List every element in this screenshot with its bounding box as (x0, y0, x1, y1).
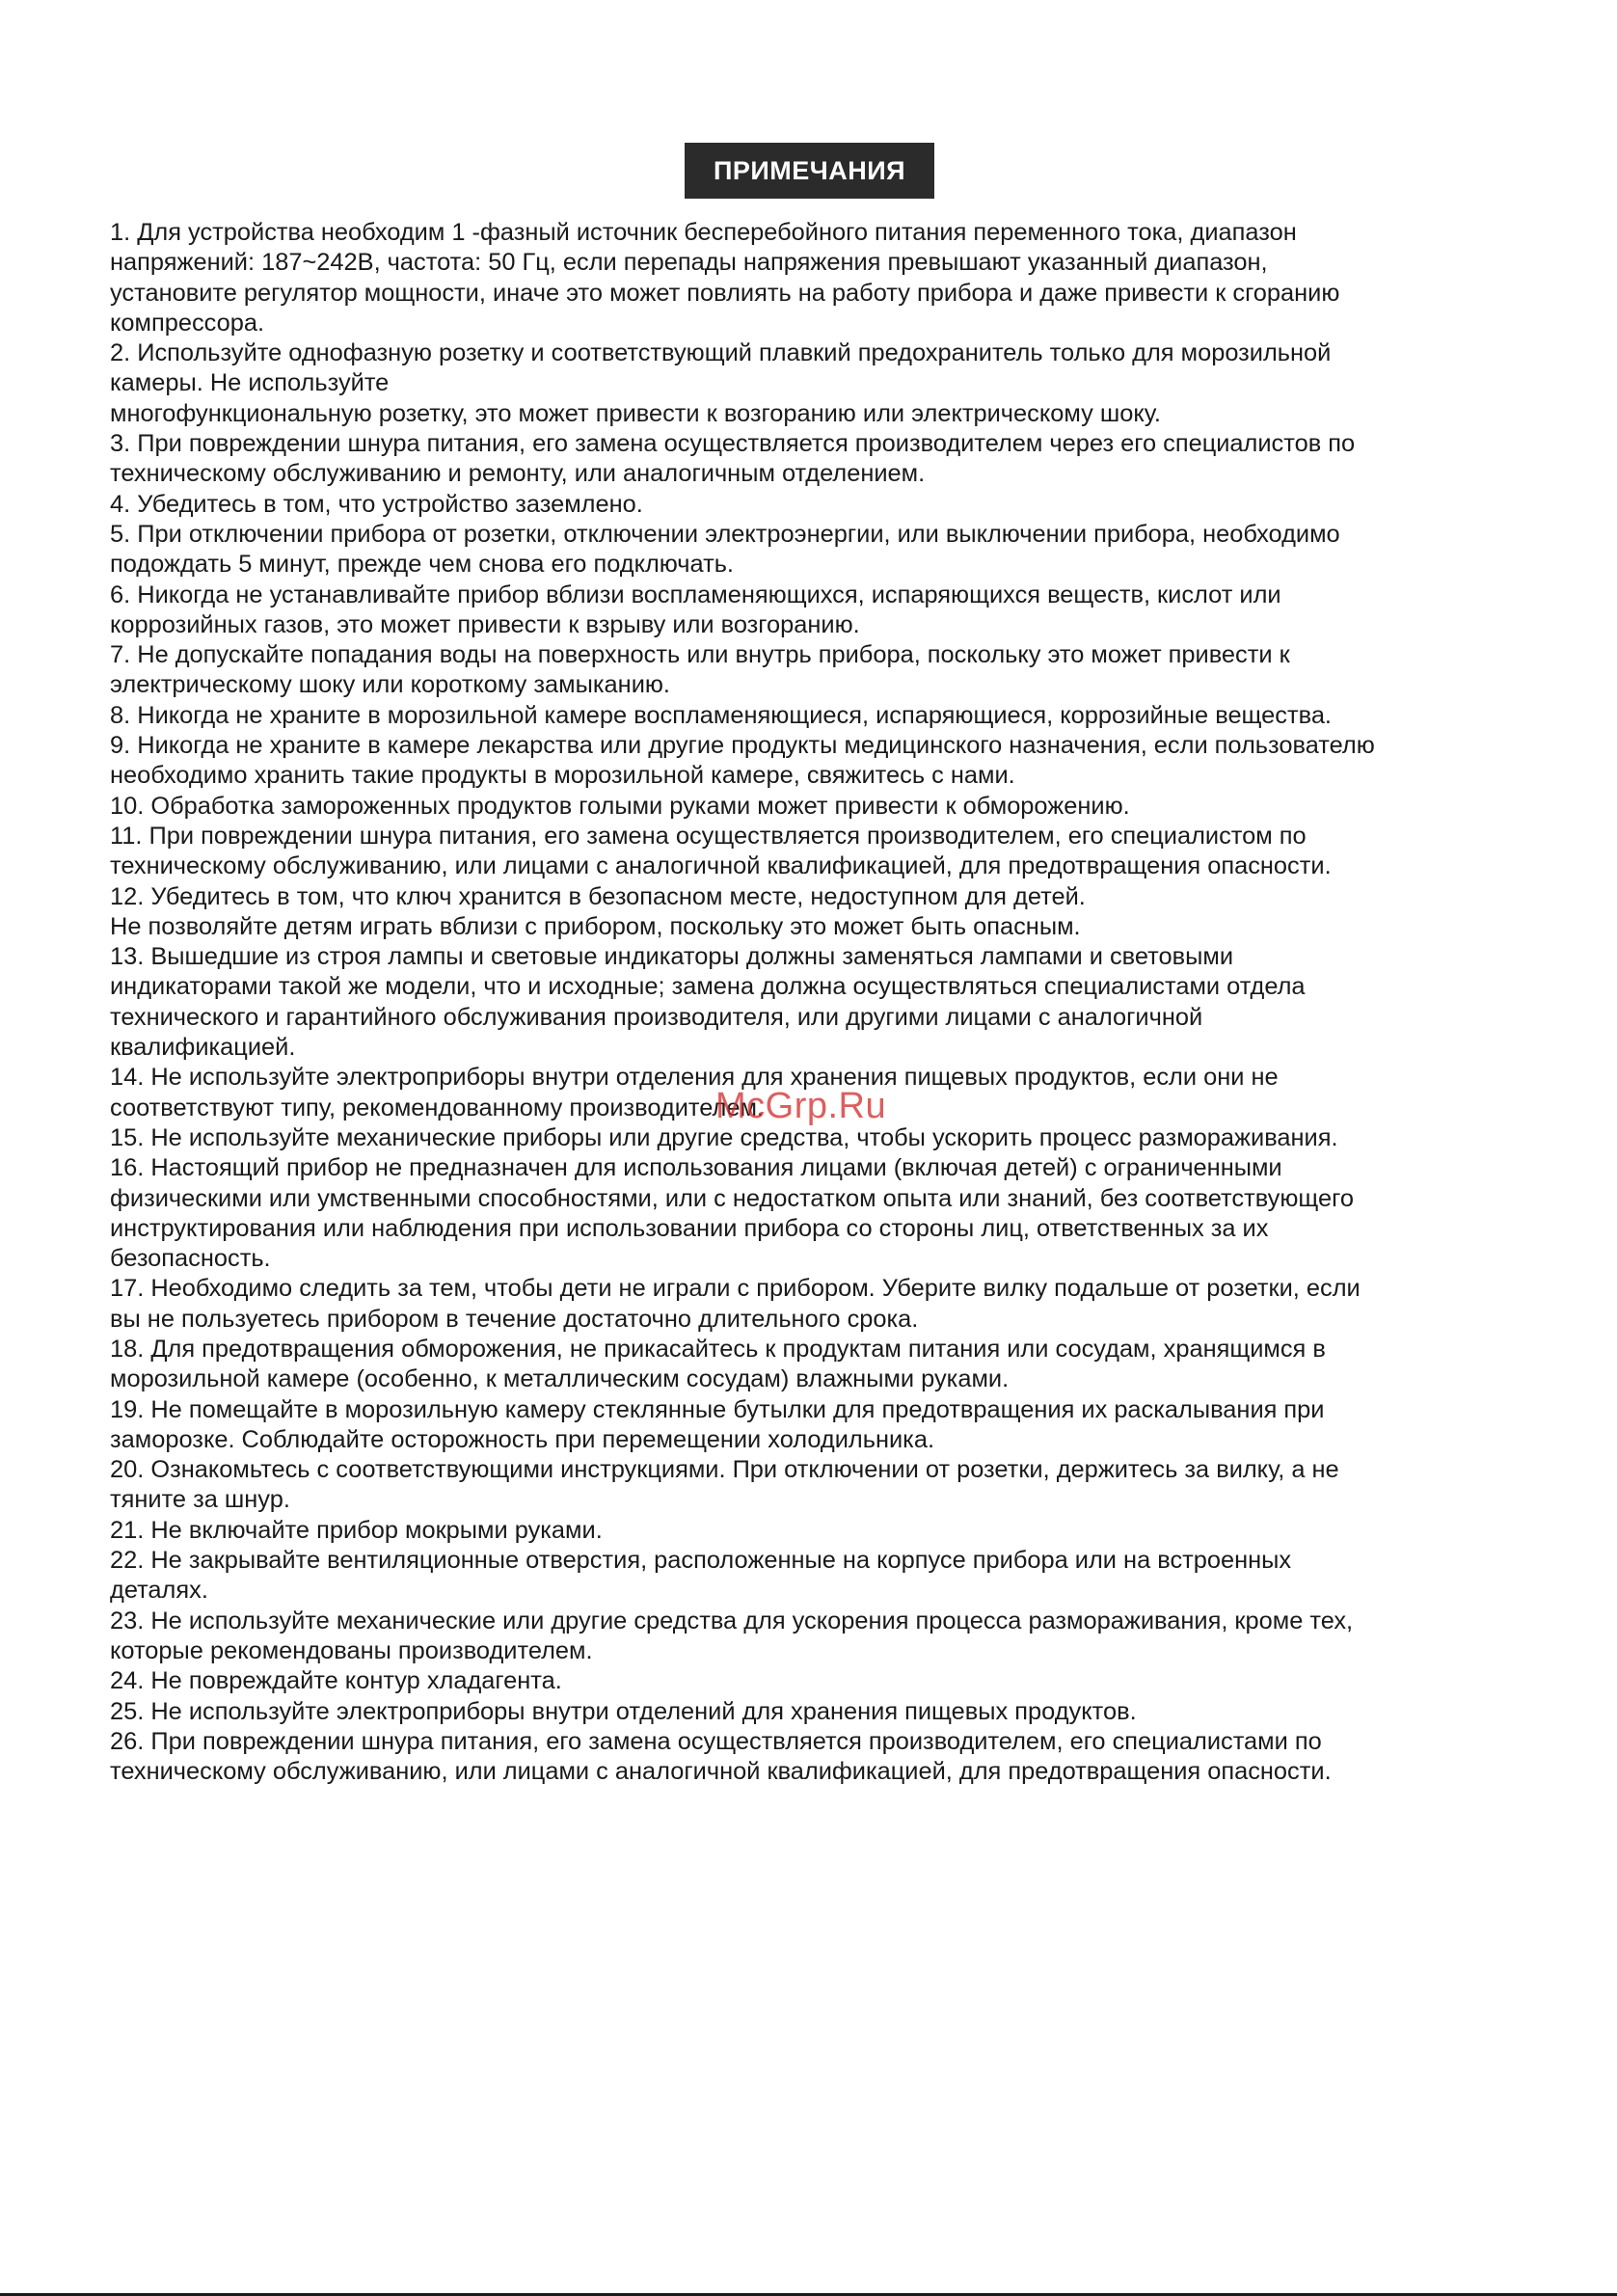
page-title-text: ПРИМЕЧАНИЯ (713, 155, 906, 185)
note-line: технического и гарантийного обслуживания производителя, или другими лицами с аналогичной (110, 1003, 1203, 1031)
note-line: 17. Необходимо следить за тем, чтобы дети не играли с прибором. Уберите вилку подальше от розетки, если (110, 1275, 1361, 1303)
note-line: техническому обслуживанию, или лицами с аналогичной квалификацией, для предотвращения опасности. (110, 852, 1332, 880)
note-line: 26. При повреждении шнура питания, его замена осуществляется производителем, его специалистами по (110, 1727, 1322, 1755)
note-line: 21. Не включайте прибор мокрыми руками. (110, 1516, 603, 1544)
note-line: соответствуют типу, рекомендованному производителем. (110, 1094, 764, 1121)
note-line: напряжений: 187~242В, частота: 50 Гц, если перепады напряжения превышают указанный диапазон, (110, 249, 1268, 277)
page-title (685, 143, 934, 199)
note-line: 24. Не повреждайте контур хладагента. (110, 1667, 562, 1695)
note-line: 19. Не помещайте в морозильную камеру стеклянные бутылки для предотвращения их раскалывания при (110, 1395, 1325, 1423)
note-line: морозильной камере (особенно, к металлическим сосудам) влажными руками. (110, 1365, 1010, 1393)
note-line: безопасность. (110, 1245, 271, 1273)
note-line: 7. Не допускайте попадания воды на поверхность или внутрь прибора, поскольку это может привести к (110, 641, 1290, 669)
note-line: инструктирования или наблюдения при использовании прибора со стороны лиц, ответственных за их (110, 1214, 1269, 1242)
note-line: тяните за шнур. (110, 1486, 290, 1514)
note-line: электрическому шоку или короткому замыканию. (110, 671, 670, 699)
note-line: коррозийных газов, это может привести к взрыву или возгоранию. (110, 610, 860, 638)
note-line: которые рекомендованы производителем. (110, 1636, 593, 1664)
note-line: заморозке. Соблюдайте осторожность при перемещении холодильника. (110, 1425, 935, 1453)
notes-list (110, 218, 1508, 1787)
note-line: 3. При повреждении шнура питания, его замена осуществляется производителем через его специалистов по (110, 430, 1356, 458)
note-line: 8. Никогда не храните в морозильной камере воспламеняющиеся, испаряющиеся, коррозийные вещества. (110, 701, 1332, 729)
note-line: 11. При повреждении шнура питания, его замена осуществляется производителем, его специалистом по (110, 822, 1307, 850)
note-line: 15. Не используйте механические приборы или другие средства, чтобы ускорить процесс размораживания. (110, 1123, 1338, 1151)
note-line: 2. Используйте однофазную розетку и соответствующий плавкий предохранитель только для морозильной (110, 339, 1332, 367)
note-line: 13. Вышедшие из строя лампы и световые индикаторы должны заменяться лампами и световыми (110, 943, 1234, 971)
note-line: необходимо хранить такие продукты в морозильной камере, свяжитесь с нами. (110, 762, 1015, 790)
note-line: 18. Для предотвращения обморожения, не прикасайтесь к продуктам питания или сосудам, хранящимся в (110, 1335, 1326, 1363)
note-line: квалификацией. (110, 1034, 296, 1062)
note-line: 1. Для устройства необходим 1 -фазный источник бесперебойного питания переменного тока, диапазон (110, 219, 1297, 246)
note-line: подождать 5 минут, прежде чем снова его подключать. (110, 551, 734, 579)
note-line: Не позволяйте детям играть вблизи с прибором, поскольку это может быть опасным. (110, 912, 1081, 940)
note-line: 5. При отключении прибора от розетки, отключении электроэнергии, или выключении прибора, необходимо (110, 520, 1340, 548)
note-line: 10. Обработка замороженных продуктов голыми руками может привести к обморожению. (110, 792, 1130, 820)
note-line: 22. Не закрывайте вентиляционные отверстия, расположенные на корпусе прибора или на встроенных (110, 1547, 1292, 1575)
note-line: 12. Убедитесь в том, что ключ хранится в безопасном месте, недоступном для детей. (110, 882, 1086, 910)
note-line: камеры. Не используйте (110, 369, 390, 397)
note-line: 9. Никогда не храните в камере лекарства или другие продукты медицинского назначения, если пользователю (110, 732, 1375, 760)
note-line: компрессора. (110, 309, 265, 337)
note-line: 20. Ознакомьтесь с соответствующими инструкциями. При отключении от розетки, держитесь за вилку, а не (110, 1456, 1339, 1484)
note-line: физическими или умственными способностями, или с недостатком опыта или знаний, без соответствующего (110, 1184, 1354, 1212)
note-line: 4. Убедитесь в том, что устройство заземлено. (110, 490, 643, 518)
note-line: 25. Не используйте электроприборы внутри отделений для хранения пищевых продуктов. (110, 1697, 1137, 1725)
note-line: установите регулятор мощности, иначе это может повлиять на работу прибора и даже привести к сгоранию (110, 279, 1340, 307)
note-line: техническому обслуживанию, или лицами с аналогичной квалификацией, для предотвращения опасности. (110, 1758, 1332, 1786)
note-line: индикаторами такой же модели, что и исходные; замена должна осуществляться специалистами отдела (110, 973, 1306, 1001)
note-line: вы не пользуетесь прибором в течение достаточно длительного срока. (110, 1305, 919, 1333)
note-line: техническому обслуживанию и ремонту, или аналогичным отделением. (110, 460, 926, 488)
note-line: 6. Никогда не устанавливайте прибор вблизи воспламеняющихся, испаряющихся веществ, кислот или (110, 581, 1281, 608)
note-line: 23. Не используйте механические или другие средства для ускорения процесса размораживания, кроме тех, (110, 1607, 1354, 1634)
watermark-text: McGrp.Ru (715, 1086, 887, 1126)
note-line: деталях. (110, 1577, 208, 1605)
note-line: многофункциональную розетку, это может привести к возгоранию или электрическому шоку. (110, 399, 1161, 427)
note-line: 14. Не используйте электроприборы внутри отделения для хранения пищевых продуктов, если они не (110, 1064, 1279, 1092)
note-line: 16. Настоящий прибор не предназначен для использования лицами (включая детей) с ограниченными (110, 1154, 1282, 1182)
